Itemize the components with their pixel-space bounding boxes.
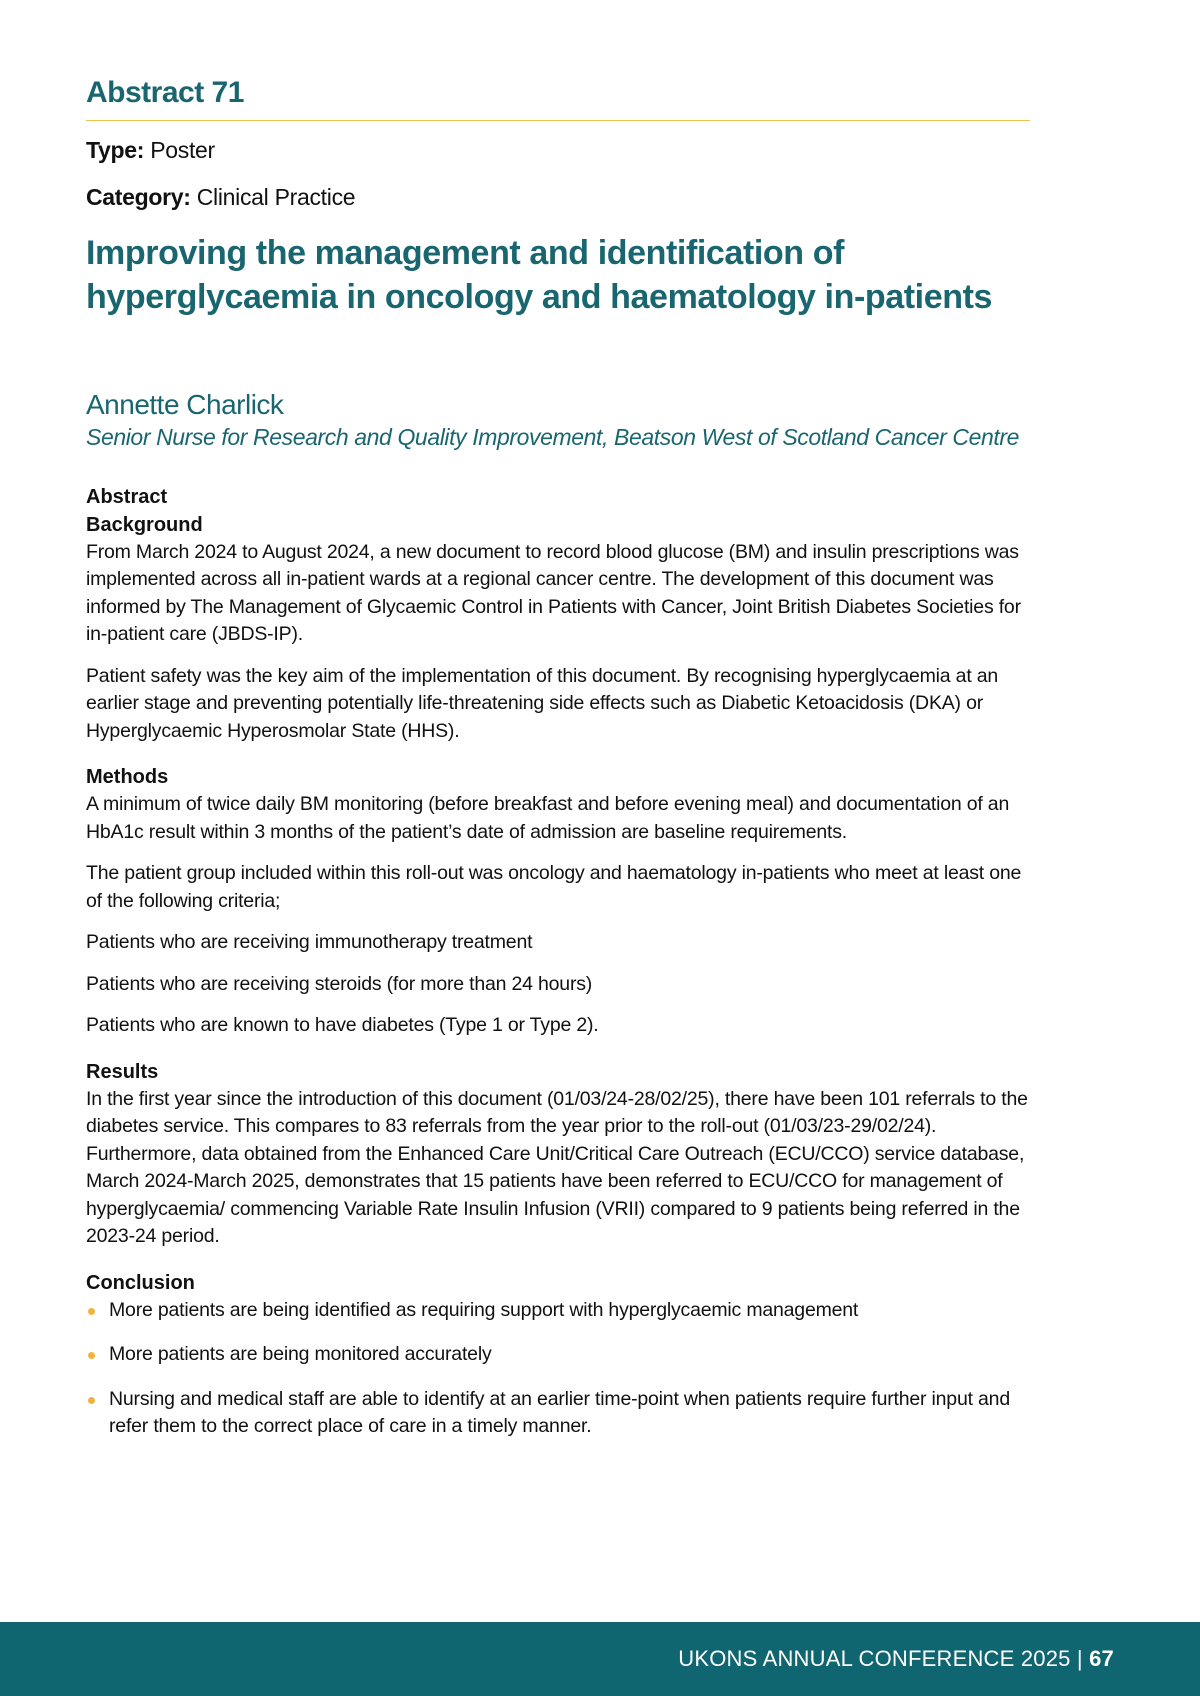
bullet-icon [88,1397,95,1404]
footer-separator: | [1076,1646,1083,1671]
background-paragraph: From March 2024 to August 2024, a new document to record blood glucose (BM) and insulin prescriptions was implemented across all in-patient wards at a regional cancer centre. The development of this document was informed by The Management of Glycaemic Control in Patients with Cancer, Joint British Diabetes Societies for in-patient care (JBDS-IP). [86,540,1021,646]
bullet-icon [88,1308,95,1315]
abstract-number: Abstract 71 [86,76,244,109]
author-name: Annette Charlick [86,389,284,421]
list-item [86,1341,1031,1369]
category-line [86,184,1031,211]
bullet-icon [88,1352,95,1359]
results-paragraph: In the first year since the introduction of this document (01/03/24-28/02/25), there have been 101 referrals to the diabetes service. This compares to 83 referrals from the year prior to the roll-out (01/03/23-29/02/24). Furthermore, data obtained from the Enhanced Care Unit/Critical Care Outreach (ECU/CCO) service database, March 2024-March 2025, demonstrates that 15 patients have been referred to ECU/CCO for management of hyperglycaemia/ commencing Variable Rate Insulin Infusion (VRII) compared to 9 patients being referred in the 2023-24 period. [86,1087,1028,1248]
conference-name: UKONS ANNUAL CONFERENCE 2025 [678,1646,1071,1671]
header-divider [86,120,1030,121]
methods-heading: Methods [86,766,169,789]
abstract-heading: Abstract [86,485,168,508]
conclusion-heading: Conclusion [86,1271,195,1294]
criteria-item: Patients who are receiving steroids (for more than 24 hours) [86,972,593,995]
author-affiliation: Senior Nurse for Research and Quality Improvement, Beatson West of Scotland Cancer Centre [86,423,1019,450]
criteria-item: Patients who are receiving immunotherapy treatment [86,931,533,954]
footer-text [678,1622,1114,1696]
criteria-item: Patients who are known to have diabetes (Type 1 or Type 2). [86,1014,599,1037]
page-number: 67 [1089,1646,1114,1671]
background-heading: Background [86,513,203,536]
conclusion-text: More patients are being monitored accurately [109,1343,492,1366]
list-item [86,1386,1031,1441]
abstract-content [86,74,1031,1458]
category-label: Category: [86,183,191,210]
category-value: Clinical Practice [196,183,356,210]
background-paragraph: Patient safety was the key aim of the implementation of this document. By recognising hyperglycaemia at an earlier stage and preventing potentially life-threatening side effects such as Diabetic Ketoacidosis (DKA) or Hyperglycaemic Hyperosmolar State (HHS). [86,664,999,742]
methods-paragraph: The patient group included within this roll-out was oncology and haematology in-patients who meet at least one of the following criteria; [86,862,1022,912]
methods-paragraph: A minimum of twice daily BM monitoring (before breakfast and before evening meal) and documentation of an HbA1c result within 3 months of the patient’s date of admission are baseline requirements. [86,793,1010,843]
conclusion-text: More patients are being identified as requiring support with hyperglycaemic management [109,1298,859,1321]
type-label: Type: [86,136,145,163]
page-footer [0,1622,1200,1696]
type-value: Poster [150,136,215,163]
type-line [86,137,1031,164]
abstract-title: Improving the management and identification of hyperglycaemia in oncology and haematology in-patients [86,233,993,317]
conclusion-text: Nursing and medical staff are able to identify at an earlier time-point when patients require further input and refer them to the correct place of care in a timely manner. [109,1387,1010,1438]
results-heading: Results [86,1060,159,1083]
conclusion-list [86,1297,1031,1441]
list-item [86,1297,1031,1325]
